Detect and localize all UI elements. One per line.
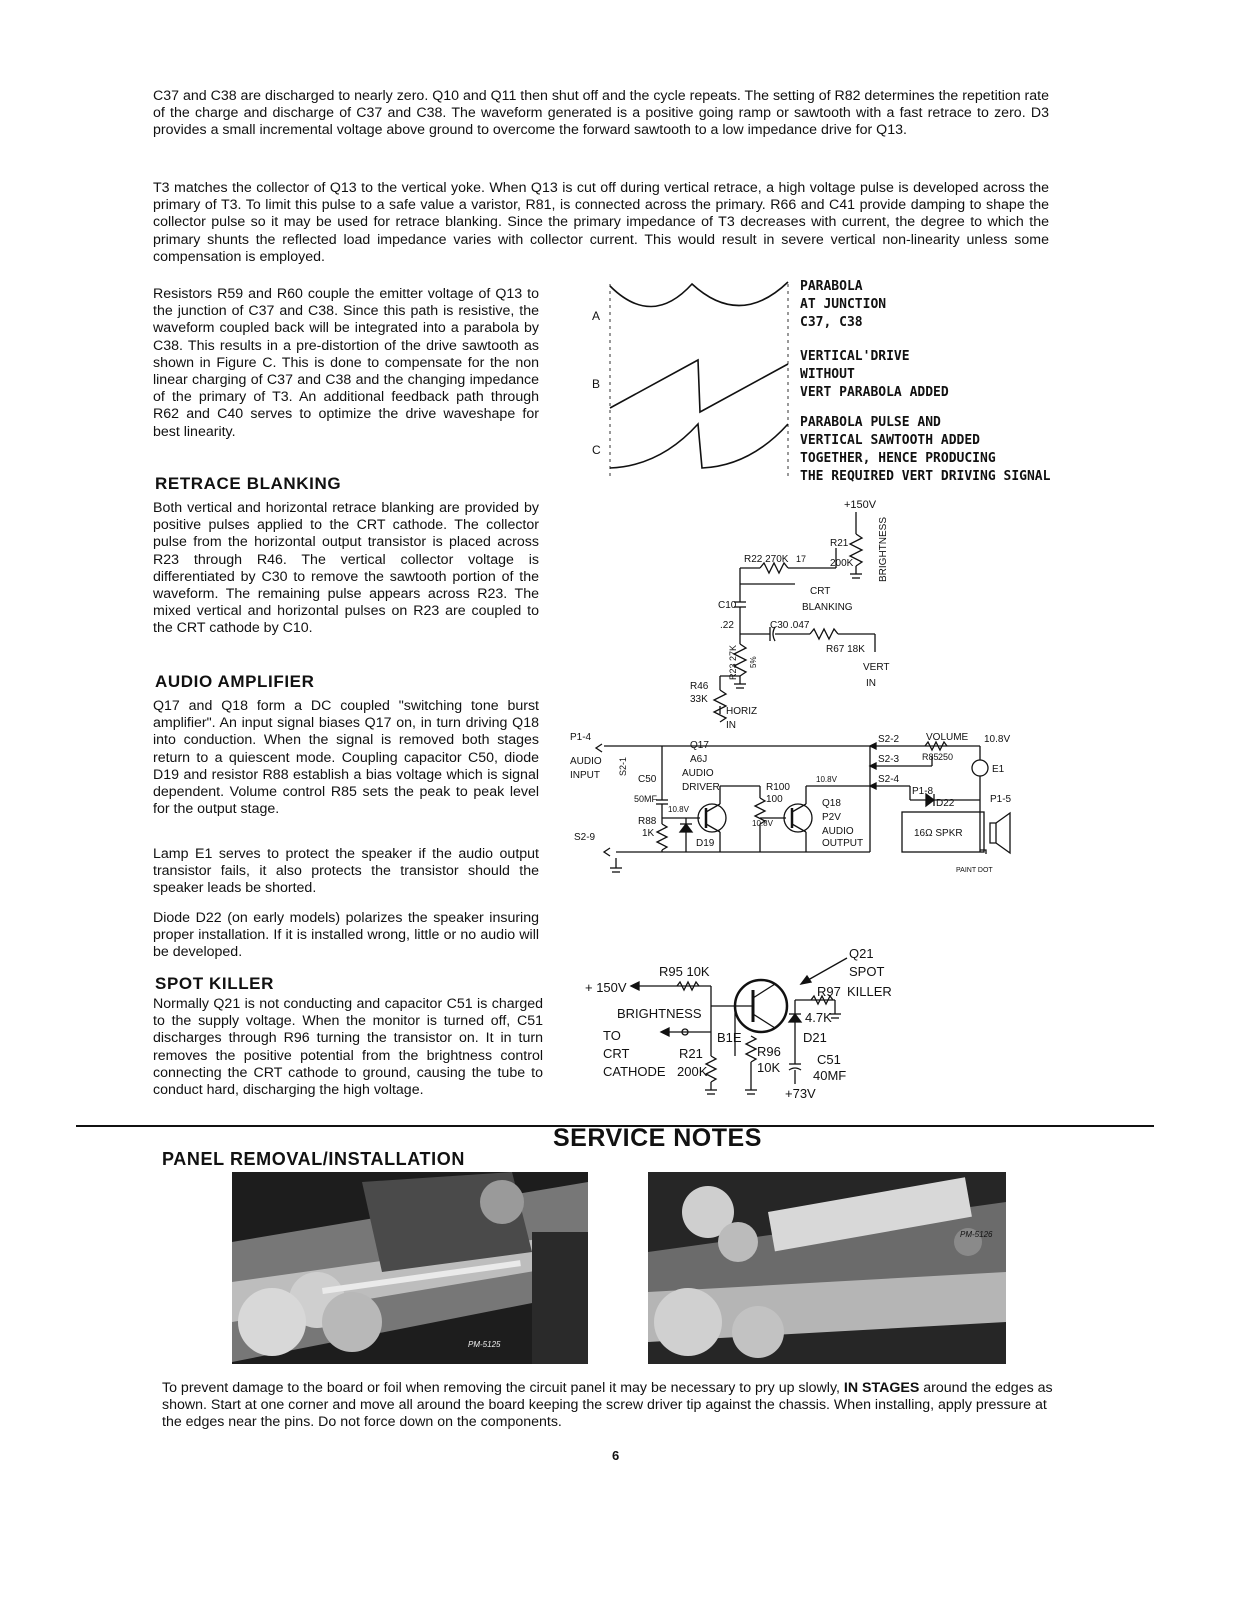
label-c51: C51 [817, 1052, 841, 1067]
caption-a: PARABOLA AT JUNCTION C37, C38 [800, 279, 887, 330]
label-r21-val: 200K [677, 1064, 708, 1079]
label-r46-val: 33K [690, 694, 708, 705]
label-cathode: CATHODE [603, 1064, 666, 1079]
label-108v-b: 10.8V [984, 734, 1011, 745]
retrace-blanking-heading: RETRACE BLANKING [155, 474, 342, 493]
label-r67: R67 18K [826, 644, 865, 655]
label-brightness: BRIGHTNESS [617, 1006, 702, 1021]
label-p18: P1-8 [912, 786, 934, 797]
label-q17: Q17 [690, 740, 709, 751]
label-paint-dot: PAINT DOT [956, 867, 993, 874]
label-r22-pin: 17 [796, 554, 807, 564]
audio-paragraph-1: Q17 and Q18 form a DC coupled "switching tone burst amplifier". An input signal biases Q17 on, in turn driving Q18 into conduction. When the signal is removed both stages return to a quiescent mode. Coupling capacitor C50, diode D19 and resistor R88 establish a bias voltage which is signal dependent. Volume control R85 sets the peak to peak level for the output stage. [153, 698, 539, 818]
label-r100: R100 [766, 782, 790, 793]
label-vert: VERT [863, 662, 890, 673]
label-crt: CRT [603, 1046, 630, 1061]
speaker-icon [990, 813, 1010, 853]
label-a6j: A6J [690, 754, 708, 765]
label-q18: Q18 [822, 798, 841, 809]
spot-killer-schematic [585, 944, 925, 1104]
label-r85: R85 [922, 752, 939, 762]
label-c30-val: .047 [790, 620, 810, 631]
label-to: TO [603, 1028, 621, 1043]
page-number: 6 [612, 1448, 620, 1463]
label-brightness: BRIGHTNESS [878, 516, 889, 582]
label-r46: R46 [690, 681, 709, 692]
label-blanking: BLANKING [802, 602, 853, 613]
label-108v-a: 10.8V [668, 805, 689, 814]
r21-brightness [706, 1056, 716, 1082]
label-150v: + 150V [585, 980, 627, 995]
waveform-label-b: B [592, 377, 601, 391]
label-108v-d: 10.8V [752, 819, 773, 828]
photo-left-label: PM-5125 [468, 1340, 501, 1349]
label-c51-val: 40MF [813, 1068, 847, 1083]
label-r23: R23 27K [728, 644, 738, 680]
photo-left [232, 1172, 588, 1364]
spot-killer-paragraph: Normally Q21 is not conducting and capacitor C51 is charged to the supply voltage. When the monitor is turned off, C51 discharges through R96 turning the transistor on. It in turn removes the positive potential from the brightness control connecting the CRT cathode to ground, causing the tube to conduct hard, discharging the high voltage. [153, 996, 543, 1099]
label-audio-driver-1: AUDIO [682, 768, 714, 779]
blanking-schematic [660, 494, 920, 734]
label-r22: R22 270K [744, 554, 789, 565]
waveform-b-sawtooth [610, 360, 788, 412]
label-150v: +150V [844, 499, 877, 511]
caption-c: PARABOLA PULSE AND VERTICAL SAWTOOTH ADDED TOGETHER, HENCE PRODUCING THE REQUIRED VERT DRIVING SIGNAL [800, 415, 1051, 484]
label-108v-c: 10.8V [816, 775, 837, 784]
label-spkr: 16Ω SPKR [914, 828, 963, 839]
label-driver: DRIVER [682, 782, 720, 793]
label-r23-tol: 5% [749, 656, 758, 668]
label-s29: S2-9 [574, 832, 596, 843]
label-r21: R21 [679, 1046, 703, 1061]
waveform-c-driving [610, 424, 788, 468]
service-notes-paragraph: To prevent damage to the board or foil when removing the circuit panel it may be necessary to pry up slowly, IN STAGES around the edges as shown. Start at one corner and move all around the board keeping the screw driver tip against the chassis. When installing, apply pressure at the edges near the pins. Do not force down on the components. [162, 1380, 1053, 1431]
audio-schematic [570, 728, 1050, 878]
e1-lamp [972, 760, 988, 776]
photo-right [648, 1172, 1006, 1364]
audio-amplifier-heading: AUDIO AMPLIFIER [155, 672, 315, 691]
label-c50-val: 50MF [634, 794, 658, 804]
label-p2v: P2V [822, 812, 841, 823]
waveform-label-a: A [592, 309, 601, 323]
label-crt: CRT [810, 586, 831, 597]
label-r88: R88 [638, 816, 657, 827]
label-r100-val: 100 [766, 794, 783, 805]
label-s23: S2-3 [878, 754, 900, 765]
label-output: OUTPUT [822, 838, 864, 849]
label-d19: D19 [696, 838, 715, 849]
label-killer: KILLER [847, 984, 892, 999]
service-notes-title: SERVICE NOTES [553, 1124, 762, 1152]
waveform-a-parabola [610, 282, 788, 307]
label-r97-val: 4.7K [805, 1010, 832, 1025]
audio-paragraph-3: Diode D22 (on early models) polarizes the speaker insuring proper installation. If it is installed wrong, little or no audio will be developed. [153, 910, 539, 961]
label-c10-val: .22 [720, 620, 734, 631]
label-b1e: B1E [717, 1030, 742, 1045]
spot-killer-heading: SPOT KILLER [155, 974, 274, 993]
label-s21: S2-1 [618, 756, 628, 776]
label-r97: R97 [817, 984, 841, 999]
label-d22: D22 [936, 798, 955, 809]
label-c30: C30 [770, 620, 789, 631]
label-s24: S2-4 [878, 774, 900, 785]
label-s22: S2-2 [878, 734, 900, 745]
in-stages-emphasis: IN STAGES [843, 1380, 920, 1396]
audio-paragraph-2: Lamp E1 serves to protect the speaker if the audio output transistor fails, it also protects the transistor should the speaker leads be shorted. [153, 846, 539, 897]
label-c10: C10 [718, 600, 737, 611]
label-d21: D21 [803, 1030, 827, 1045]
label-r96: R96 [757, 1044, 781, 1059]
label-horiz-in: IN [726, 720, 736, 731]
label-r21: R21 [830, 538, 849, 549]
label-p14: P1-4 [570, 732, 592, 743]
label-input: INPUT [570, 770, 600, 781]
r96-resistor [746, 1036, 756, 1062]
r67-resistor [810, 629, 838, 639]
label-audio-output-1: AUDIO [822, 826, 854, 837]
label-audio-input: AUDIO [570, 756, 602, 767]
label-q21: Q21 [849, 946, 874, 961]
label-73v: +73V [785, 1086, 816, 1101]
label-c50: C50 [638, 774, 657, 785]
label-r21-val: 200K [830, 558, 854, 569]
label-r88-val: 1K [642, 828, 655, 839]
intro-paragraph-1: C37 and C38 are discharged to nearly zero. Q10 and Q11 then shut off and the cycle repeats. The setting of R82 determines the repetition rate of the charge and discharge of C37 and C38. The waveform generated is a positive going ramp or sawtooth with a fast retrace to zero. D3 provides a small incremental voltage above ground to overcome the forward sawtooth to a low impedance drive for Q13. [153, 88, 1049, 139]
label-r95: R95 10K [659, 964, 710, 979]
r88-resistor [657, 824, 667, 850]
resistors-paragraph: Resistors R59 and R60 couple the emitter voltage of Q13 to the junction of C37 and C38. Since this path is resistive, the waveform coupled back will be integrated into a parabola by C38. This results in a pre-distortion of the drive sawtooth as shown in Figure C. This is done to compensate for the non linear charging of C37 and C38 and the changing impedance of the primary of T3. An additional feedback path through R62 and C40 serves to optimize the drive waveshape for best linearity. [153, 286, 539, 440]
waveform-figure [580, 276, 790, 486]
waveform-label-c: C [592, 443, 601, 457]
label-horiz: HORIZ [726, 706, 758, 717]
retrace-blanking-paragraph: Both vertical and horizontal retrace blanking are provided by positive pulses applied to the CRT cathode. The collector pulse from the horizontal output transistor is placed across R23 through R46. The vertical collector voltage is differentiated by C30 to remove the sawtooth portion of the waveform. The remaining pulse appears across R23. The mixed vertical and horizontal pulses on R23 are coupled to the CRT cathode by C10. [153, 500, 539, 637]
panel-removal-subtitle: PANEL REMOVAL/INSTALLATION [162, 1149, 465, 1169]
photo-right-label: PM-5126 [960, 1230, 993, 1239]
intro-paragraph-2: T3 matches the collector of Q13 to the vertical yoke. When Q13 is cut off during vertical retrace, a high voltage pulse is developed across the primary of T3. To limit this pulse to a safe value a varistor, R81, is connected across the primary. R66 and C41 provide damping to shape the collector pulse so it may be used for retrace blanking. Since the primary impedance of T3 decreases with current, the degree to which the primary shunts the reflected load impedance varies with collector current. This would result in severe vertical non-linearity unless some compensation is employed. [153, 180, 1049, 265]
label-spot: SPOT [849, 964, 885, 979]
label-volume: VOLUME [926, 732, 969, 743]
label-r96-val: 10K [757, 1060, 781, 1075]
d21-diode [789, 1014, 801, 1022]
label-p15: P1-5 [990, 794, 1012, 805]
label-e1: E1 [992, 764, 1005, 775]
label-vert-in: IN [866, 678, 876, 689]
d19-diode [680, 824, 692, 832]
caption-b: VERTICAL'DRIVE WITHOUT VERT PARABOLA ADDED [800, 349, 949, 400]
label-r85-val: 250 [938, 752, 954, 762]
